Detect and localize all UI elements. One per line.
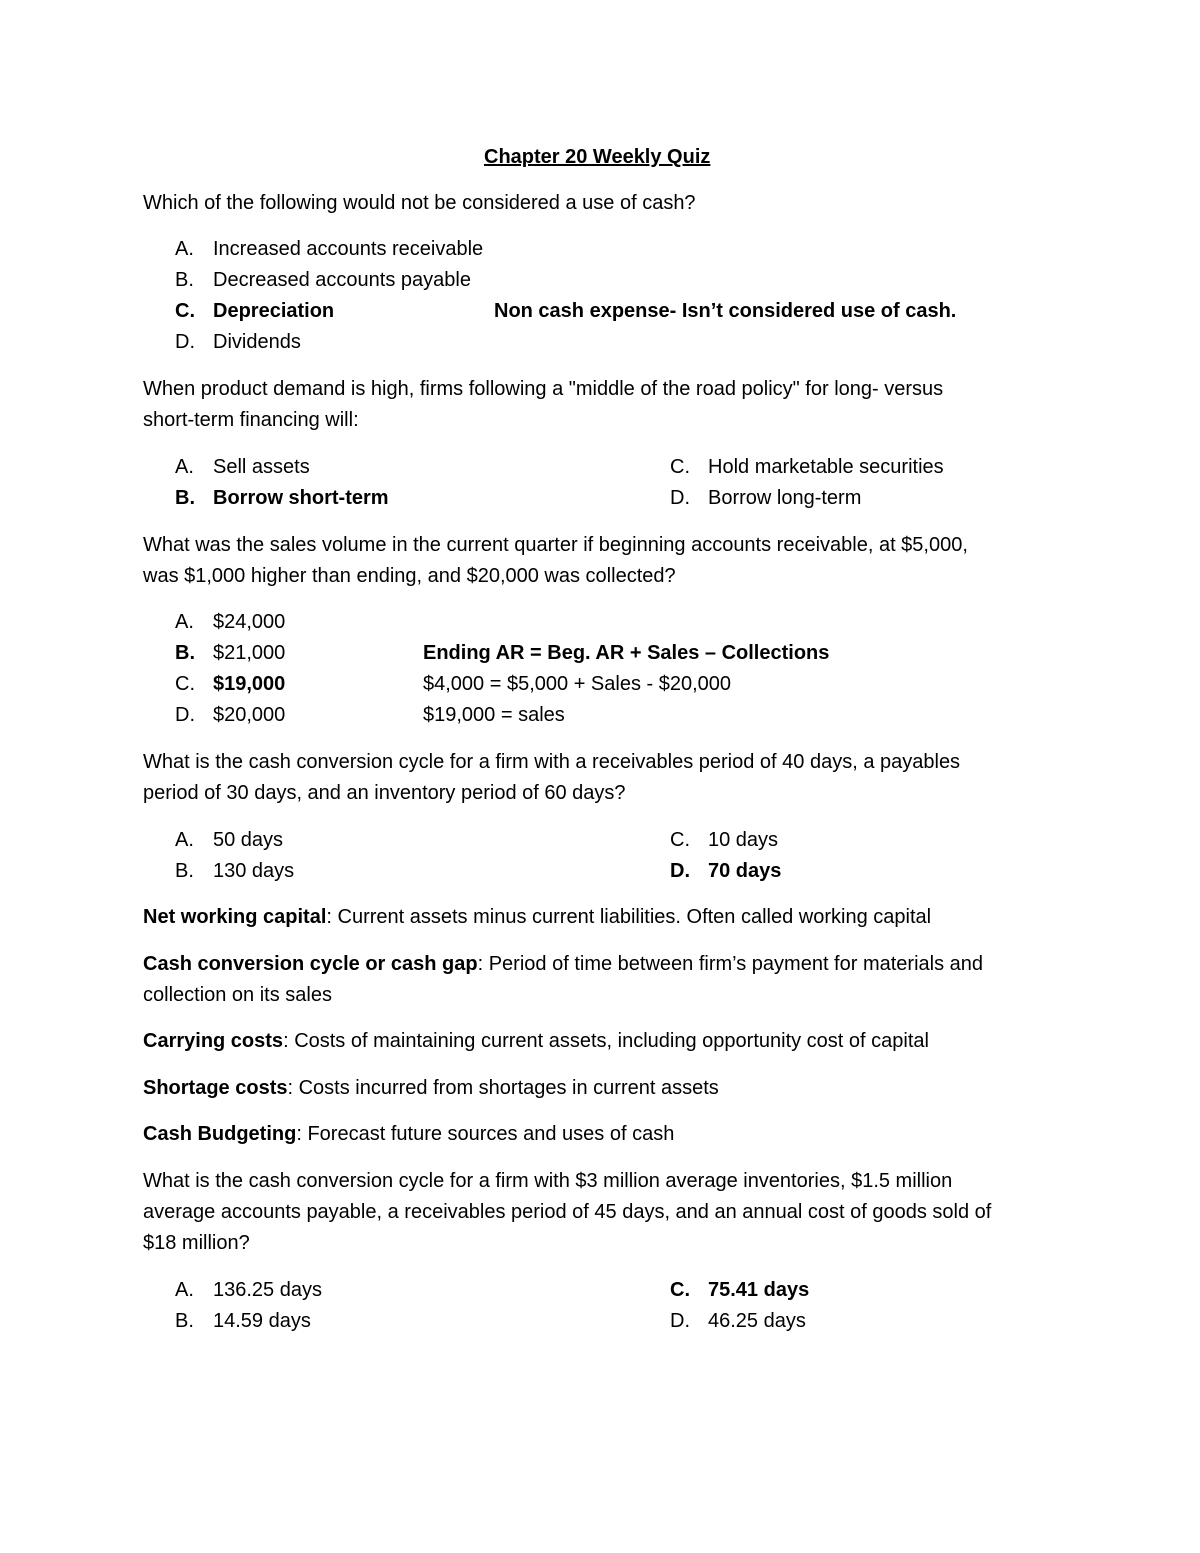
question-4-line-2: period of 30 days, and an inventory period of 60 days? — [143, 782, 626, 804]
option-letter: A. — [175, 611, 194, 633]
q3-option-c — [175, 672, 285, 696]
option-text: 136.25 days — [213, 1279, 322, 1301]
definition-separator: : — [326, 906, 338, 928]
definition-term: Cash conversion cycle or cash gap — [143, 953, 478, 975]
question-1: Which of the following would not be considered a use of cash? — [143, 192, 696, 214]
q2-option-b — [175, 486, 389, 510]
definition-carrying-costs — [143, 1029, 929, 1053]
option-text: Hold marketable securities — [708, 456, 944, 478]
option-letter: D. — [175, 331, 195, 353]
q3-work-formula: Ending AR = Beg. AR + Sales – Collections — [423, 642, 830, 664]
option-text: $20,000 — [213, 704, 286, 726]
option-letter: C. — [670, 456, 690, 478]
definition-cash-conversion-cycle — [143, 952, 983, 976]
option-letter: B. — [175, 269, 194, 291]
definition-text: Period of time between firm’s payment for materials and — [488, 953, 984, 975]
question-3-line-2: was $1,000 higher than ending, and $20,000 was collected? — [143, 565, 676, 587]
q3-option-b — [175, 641, 285, 665]
option-text: $19,000 — [213, 673, 286, 695]
option-text: Depreciation — [213, 300, 335, 322]
option-text: 70 days — [708, 860, 782, 882]
option-letter: B. — [175, 487, 195, 509]
q3-work-step: $4,000 = $5,000 + Sales - $20,000 — [423, 673, 732, 695]
q5-option-b — [175, 1309, 311, 1333]
question-5-line-1: What is the cash conversion cycle for a firm with $3 million average inventories, $1.5 million — [143, 1170, 953, 1192]
option-text: 75.41 days — [708, 1279, 810, 1301]
option-letter: C. — [670, 1279, 690, 1301]
definition-net-working-capital — [143, 905, 931, 929]
q4-option-a — [175, 828, 283, 852]
definition-term: Net working capital — [143, 906, 327, 928]
option-text: Decreased accounts payable — [213, 269, 471, 291]
definition-term: Shortage costs — [143, 1077, 288, 1099]
option-letter: D. — [175, 704, 195, 726]
option-text: Borrow long-term — [708, 487, 862, 509]
definition-text: Costs of maintaining current assets, including opportunity cost of capital — [294, 1030, 929, 1052]
q2-option-a — [175, 455, 310, 479]
definition-separator: : — [296, 1123, 308, 1145]
option-text: 130 days — [213, 860, 295, 882]
definition-shortage-costs — [143, 1076, 719, 1100]
q3-option-a — [175, 610, 285, 634]
definition-separator: : — [287, 1077, 299, 1099]
q1-option-d — [175, 330, 301, 354]
option-text: 46.25 days — [708, 1310, 806, 1332]
question-2-line-1: When product demand is high, firms following a "middle of the road policy" for long- versus — [143, 378, 944, 400]
option-text: $24,000 — [213, 611, 286, 633]
option-text: 14.59 days — [213, 1310, 311, 1332]
question-2-line-2: short-term financing will: — [143, 409, 359, 431]
page-title: Chapter 20 Weekly Quiz — [484, 146, 711, 168]
definition-text: Forecast future sources and uses of cash — [307, 1123, 675, 1145]
option-letter: A. — [175, 1279, 194, 1301]
q3-option-d — [175, 703, 285, 727]
option-text: Borrow short-term — [213, 487, 389, 509]
option-text: 50 days — [213, 829, 284, 851]
question-4-line-1: What is the cash conversion cycle for a firm with a receivables period of 40 days, a payables — [143, 751, 961, 773]
q4-option-c — [670, 828, 778, 852]
option-letter: B. — [175, 1310, 194, 1332]
option-letter: D. — [670, 487, 690, 509]
option-text: $21,000 — [213, 642, 286, 664]
q1-option-a — [175, 237, 483, 261]
option-letter: D. — [670, 860, 690, 882]
q1-option-c — [175, 299, 334, 323]
q2-option-d — [670, 486, 861, 510]
option-text: Increased accounts receivable — [213, 238, 484, 260]
option-letter: B. — [175, 642, 195, 664]
option-letter: C. — [175, 673, 195, 695]
option-letter: A. — [175, 829, 194, 851]
definition-separator: : — [283, 1030, 295, 1052]
q5-option-d — [670, 1309, 806, 1333]
q2-option-c — [670, 455, 944, 479]
q3-work-result: $19,000 = sales — [423, 704, 565, 726]
q1-answer-note: Non cash expense- Isn’t considered use of cash. — [494, 300, 957, 322]
option-letter: A. — [175, 238, 194, 260]
option-text: Dividends — [213, 331, 301, 353]
definition-text: Current assets minus current liabilities. Often called working capital — [337, 906, 932, 928]
option-letter: A. — [175, 456, 194, 478]
q5-option-a — [175, 1278, 322, 1302]
definition-separator: : — [477, 953, 489, 975]
question-5-line-3: $18 million? — [143, 1232, 250, 1254]
q4-option-d — [670, 859, 781, 883]
definition-cash-budgeting — [143, 1122, 674, 1146]
q4-option-b — [175, 859, 294, 883]
option-text: Sell assets — [213, 456, 310, 478]
q5-option-c — [670, 1278, 809, 1302]
option-letter: C. — [175, 300, 195, 322]
option-text: 10 days — [708, 829, 779, 851]
definition-text-continued: collection on its sales — [143, 984, 332, 1006]
option-letter: D. — [670, 1310, 690, 1332]
option-letter: C. — [670, 829, 690, 851]
definition-text: Costs incurred from shortages in current assets — [298, 1077, 719, 1099]
question-5-line-2: average accounts payable, a receivables period of 45 days, and an annual cost of goods sold of — [143, 1201, 992, 1223]
q1-option-b — [175, 268, 471, 292]
question-3-line-1: What was the sales volume in the current quarter if beginning accounts receivable, at $5,000, — [143, 534, 968, 556]
definition-term: Carrying costs — [143, 1030, 284, 1052]
option-letter: B. — [175, 860, 194, 882]
definition-term: Cash Budgeting — [143, 1123, 297, 1145]
